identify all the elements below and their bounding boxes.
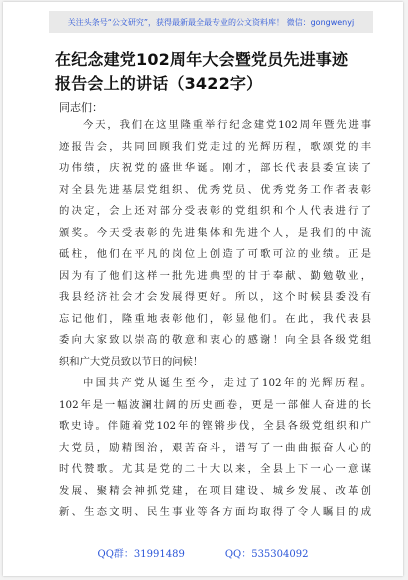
text-line: 忘记他们，隆重地表彰他们，彰显他们。在此，我代表县 bbox=[59, 312, 371, 325]
document-title bbox=[55, 48, 375, 96]
text-line: 新、生态文明、民生事业等各方面均取得了令人瞩目的成 bbox=[59, 506, 371, 518]
document-page bbox=[3, 2, 403, 576]
text-line: 中国共产党从诞生至今，走过了102年的光辉历程。 bbox=[83, 377, 371, 389]
text-line: 因为有了他们这样一批先进典型的甘于奉献、勤勉敬业， bbox=[59, 269, 371, 282]
page-footer bbox=[3, 545, 403, 560]
text-line: 功伟绩，庆祝党的盛世华诞。刚才，部长代表县委宣读了 bbox=[59, 162, 371, 174]
text-line: 发展、聚精会神抓党建，在项目建设、城乡发展、改革创 bbox=[59, 484, 371, 497]
text-line: 今天，我们在这里隆重举行纪念建党102周年暨先进事 bbox=[83, 119, 371, 131]
title-line-2: 报告会上的讲话（3422字） bbox=[55, 74, 263, 93]
text-line: 我县经济社会才会发展得更好。所以，这个时候县委没有 bbox=[59, 291, 371, 303]
text-line: 时代赞歌。尤其是党的二十大以来，全县上下一心一意谋 bbox=[59, 463, 371, 475]
text-line: 的决定，会上还对部分受表彰的党组织和个人代表进行了 bbox=[59, 205, 371, 217]
text-line: 迹报告会，共同回顾我们党走过的光辉历程，歌颂党的丰 bbox=[59, 140, 371, 153]
salutation: 同志们： bbox=[59, 101, 103, 114]
qq-label: QQ：535304092 bbox=[224, 549, 309, 560]
text-line: 102年是一幅波澜壮阔的历史画卷，更是一部催人奋进的长 bbox=[59, 398, 371, 411]
text-line: 委向大家致以崇高的敬意和衷心的感谢！向全县各级党组 bbox=[59, 334, 371, 346]
text-line: 砥柱，他们在平凡的岗位上创造了可歌可泣的业绩。正是 bbox=[59, 248, 371, 260]
text-line: 织和广大党员致以节日的问候！ bbox=[59, 355, 204, 368]
qq-group-label: QQ群：31991489 bbox=[97, 549, 185, 560]
text-line: 颁奖。今天受表彰的先进集体和先进个人，是我们的中流 bbox=[59, 226, 371, 239]
body-text bbox=[59, 115, 371, 524]
promo-banner: 关注头条号“公文研究”，获得最新最全最专业的公文资料库！ 微信：gongwenyj bbox=[49, 11, 373, 33]
text-line: 对全县先进基层党组织、优秀党员、优秀党务工作者表彰 bbox=[59, 183, 371, 196]
text-line: 歌史诗。伴随着党102年的铿锵步伐，全县各级党组织和广 bbox=[59, 420, 371, 432]
title-line-1: 在纪念建党102周年大会暨党员先进事迹 bbox=[55, 50, 349, 69]
text-line: 大党员，励精图治，艰苦奋斗，谱写了一曲曲振奋人心的 bbox=[59, 441, 371, 454]
